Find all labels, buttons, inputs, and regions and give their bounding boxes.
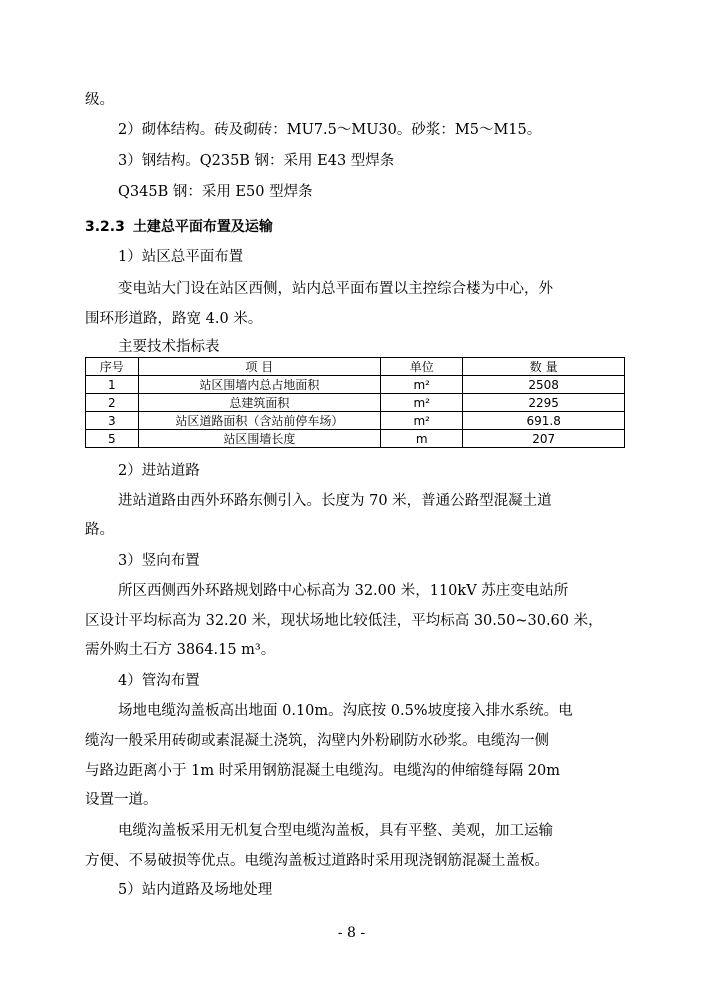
- table-caption: 主要技术指标表: [118, 339, 220, 355]
- paragraph-line: 3）钢结构。Q235B 钢：采用 E43 型焊条: [118, 153, 395, 169]
- paragraph-line: 与路边距离小于 1m 时采用钢筋混凝土电缆沟。电缆沟的伸缩缝每隔 20m: [85, 763, 560, 779]
- table-header-cell: 项 目: [138, 358, 381, 376]
- table-row: [86, 412, 625, 430]
- section-heading: [85, 217, 273, 237]
- paragraph-line: 围环形道路，路宽 4.0 米。: [85, 311, 263, 327]
- subsection-title: 5）站内道路及场地处理: [118, 882, 273, 898]
- paragraph-line: Q345B 钢：采用 E50 型焊条: [118, 184, 313, 200]
- paragraph-line: 2）砌体结构。砖及砌砖：MU7.5～MU30。砂浆：M5～M15。: [118, 122, 542, 138]
- subsection-title: 2）进站道路: [118, 463, 200, 479]
- paragraph-line: 电缆沟盖板采用无机复合型电缆沟盖板，具有平整、美观，加工运输: [118, 823, 553, 839]
- table-cell: m²: [381, 412, 463, 430]
- paragraph-line: 所区西侧西外环路规划路中心标高为 32.00 米，110kV 苏庄变电站所: [118, 583, 569, 599]
- subsection-title: 3）竖向布置: [118, 553, 200, 569]
- table-cell: 站区道路面积（含站前停车场）: [138, 412, 381, 430]
- paragraph-line: 需外购土石方 3864.15 m³。: [85, 642, 276, 658]
- table-cell: 站区围墙长度: [138, 430, 381, 448]
- table-cell: 207: [463, 430, 625, 448]
- table-header-row: [86, 358, 625, 376]
- table-row: [86, 394, 625, 412]
- paragraph-line: 路。: [85, 522, 114, 538]
- table-cell: m²: [381, 376, 463, 394]
- table-header-cell: 单位: [381, 358, 463, 376]
- paragraph-line: 方便、不易破损等优点。电缆沟盖板过道路时采用现浇钢筋混凝土盖板。: [85, 853, 549, 869]
- table-cell: m²: [381, 394, 463, 412]
- table-cell: 5: [86, 430, 139, 448]
- paragraph-line: 场地电缆沟盖板高出地面 0.10m。沟底按 0.5%坡度接入排水系统。电: [118, 703, 573, 719]
- technical-indicators-table: [85, 357, 625, 448]
- table-cell: 2295: [463, 394, 625, 412]
- paragraph-line: 进站道路由西外环路东侧引入。长度为 70 米，普通公路型混凝土道: [118, 493, 552, 509]
- paragraph-line: 设置一道。: [85, 792, 158, 808]
- table-cell: m: [381, 430, 463, 448]
- table-cell: 1: [86, 376, 139, 394]
- paragraph-line: 变电站大门设在站区西侧，站内总平面布置以主控综合楼为中心，外: [118, 281, 553, 297]
- table-header-cell: 数 量: [463, 358, 625, 376]
- table-cell: 总建筑面积: [138, 394, 381, 412]
- table-cell: 3: [86, 412, 139, 430]
- paragraph-line: 缆沟一般采用砖砌或素混凝土浇筑，沟壁内外粉刷防水砂浆。电缆沟一侧: [85, 733, 549, 749]
- page-number: - 8 -: [337, 925, 366, 941]
- table-cell: 2: [86, 394, 139, 412]
- subsection-title: 4）管沟布置: [118, 673, 200, 689]
- section-title: 土建总平面布置及运输: [132, 219, 273, 235]
- table-cell: 站区围墙内总占地面积: [138, 376, 381, 394]
- table-cell: 2508: [463, 376, 625, 394]
- table-cell: 691.8: [463, 412, 625, 430]
- paragraph-line: 级。: [85, 92, 114, 108]
- table-row: [86, 430, 625, 448]
- table-header-cell: 序号: [86, 358, 139, 376]
- subsection-title: 1）站区总平面布置: [118, 249, 244, 265]
- paragraph-line: 区设计平均标高为 32.20 米，现状场地比较低洼，平均标高 30.50~30.60 米，: [85, 613, 603, 629]
- section-number: 3.2.3: [85, 219, 125, 235]
- table-row: [86, 376, 625, 394]
